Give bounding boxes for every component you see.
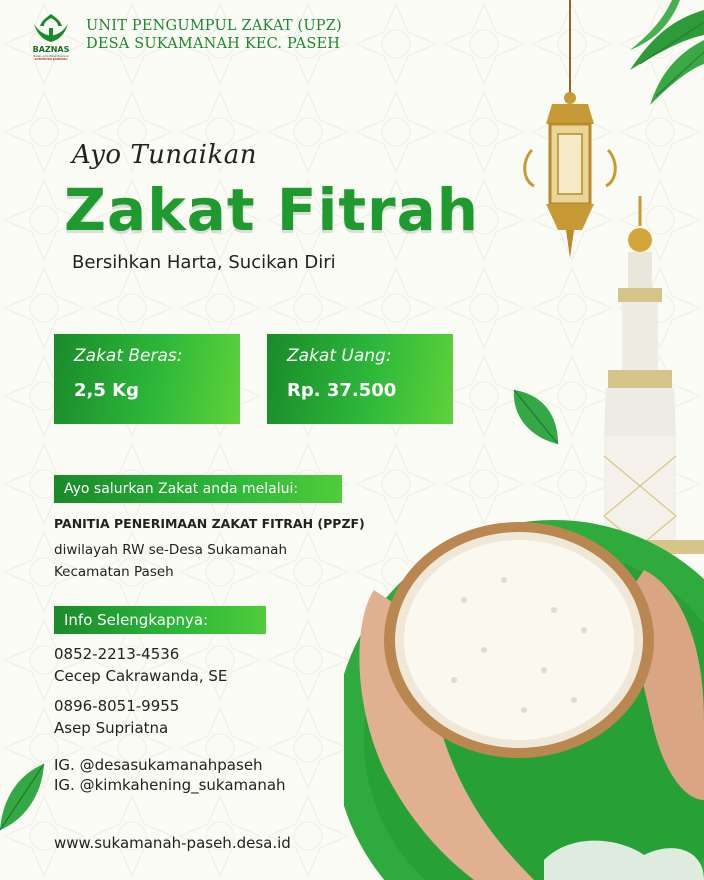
instagram-handle: IG. @kimkahening_sukamanah	[54, 776, 286, 794]
contact-name: Cecep Cakrawanda, SE	[54, 667, 228, 685]
header-village-title: DESA SUKAMANAH KEC. PASEH	[86, 36, 341, 52]
zakat-rice-label: Zakat Beras:	[74, 346, 183, 366]
baznas-logo	[26, 10, 76, 60]
rice-bowl-image	[344, 500, 704, 880]
zakat-rice-box	[54, 334, 240, 424]
instagram-handle: IG. @desasukamanahpaseh	[54, 756, 263, 774]
contact-phone: 0852-2213-4536	[54, 645, 180, 663]
logo-subtext: Badan Amil Zakat Nasional	[33, 55, 69, 58]
contact-name: Asep Supriatna	[54, 719, 169, 737]
hero-title: Zakat Fitrah	[64, 176, 480, 244]
committee-name: PANITIA PENERIMAAN ZAKAT FITRAH (PPZF)	[54, 516, 365, 531]
channel-area-line: diwilayah RW se-Desa Sukamanah	[54, 542, 288, 558]
hero-tagline: Bersihkan Harta, Sucikan Diri	[72, 252, 336, 273]
zakat-rice-value: 2,5 Kg	[74, 380, 139, 401]
channel-district-line: Kecamatan Paseh	[54, 564, 174, 580]
info-heading: Info Selengkapnya:	[54, 606, 266, 634]
leaf-image	[510, 386, 562, 448]
channel-heading: Ayo salurkan Zakat anda melalui:	[54, 475, 342, 503]
header-upz-title: UNIT PENGUMPUL ZAKAT (UPZ)	[86, 18, 342, 34]
logo-region: KABUPATEN BANDUNG	[34, 58, 68, 60]
contact-phone: 0896-8051-9955	[54, 697, 180, 715]
zakat-money-box	[267, 334, 453, 424]
leaf-image	[0, 760, 46, 832]
website-url: www.sukamanah-paseh.desa.id	[54, 834, 291, 852]
zakat-money-value: Rp. 37.500	[287, 380, 397, 401]
zakat-money-label: Zakat Uang:	[287, 346, 392, 366]
hero-kicker: Ayo Tunaikan	[72, 140, 257, 170]
logo-text: BAZNAS	[32, 45, 70, 54]
